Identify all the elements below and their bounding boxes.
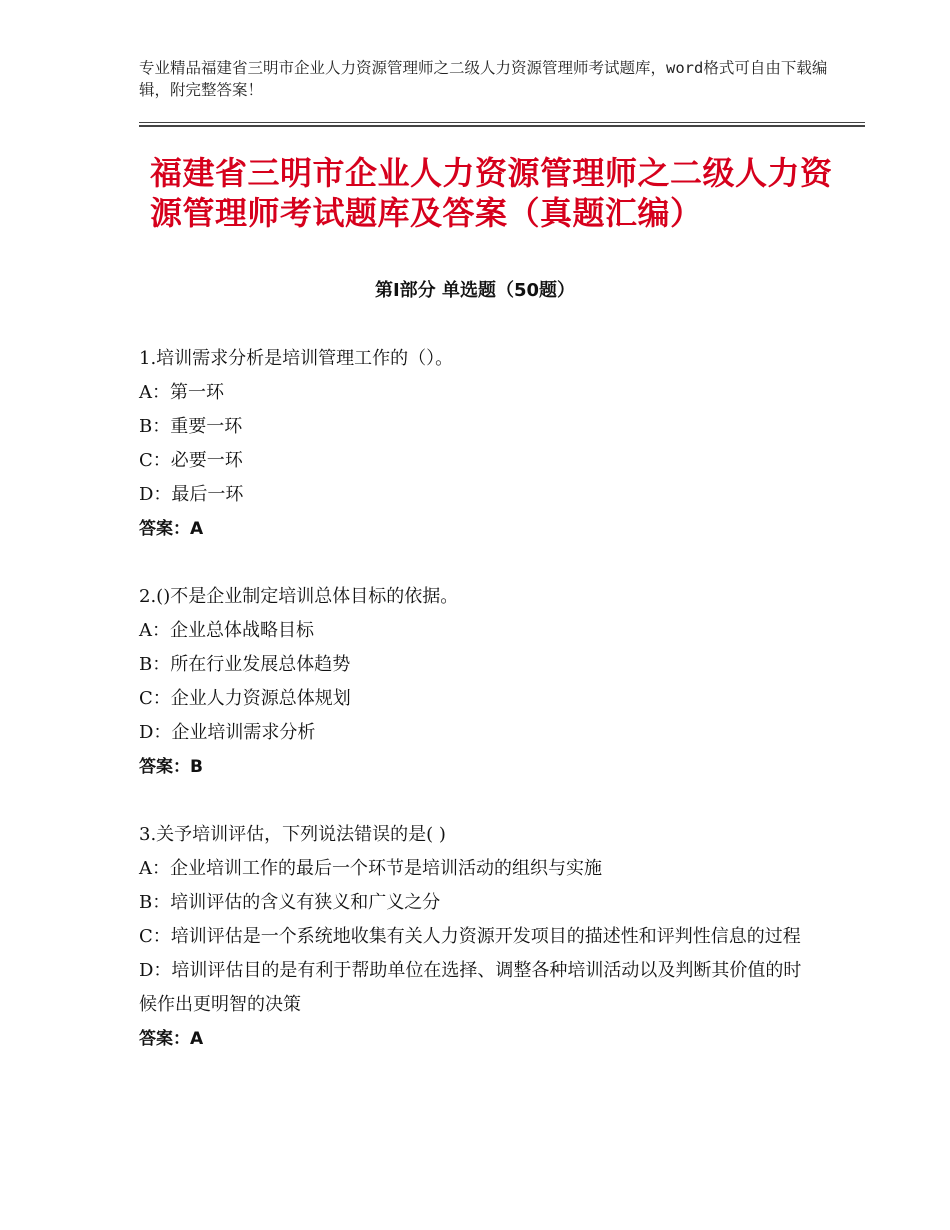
option-a: A：第一环 [139,382,224,403]
question-list [139,342,809,1090]
question-3 [139,818,809,1056]
option-b: B：所在行业发展总体趋势 [139,654,351,675]
question-stem: 2.()不是企业制定培训总体目标的依据。 [139,586,459,607]
option-b: B：重要一环 [139,416,243,437]
option-c: C：企业人力资源总体规划 [139,688,351,709]
answer: 答案：A [139,1029,204,1049]
question-1 [139,342,809,546]
document-title: 福建省三明市企业人力资源管理师之二级人力资源管理师考试题库及答案（真题汇编） [150,154,833,232]
header-rule-thick [139,125,865,127]
option-d: D：企业培训需求分析 [139,722,316,743]
option-c: C：必要一环 [139,450,243,471]
question-stem: 3.关予培训评估，下列说法错误的是( ) [139,824,446,845]
header-note: 专业精品福建省三明市企业人力资源管理师之二级人力资源管理师考试题库，word格式可自由下载编辑，附完整答案！ [139,59,828,99]
option-d: D：培训评估目的是有利于帮助单位在选择、调整各种培训活动以及判断其价值的时候作出更明智的决策 [139,960,802,1015]
option-d: D：最后一环 [139,484,244,505]
option-b: B：培训评估的含义有狭义和广义之分 [139,892,441,913]
option-a: A：企业总体战略目标 [139,620,314,641]
answer: 答案：B [139,757,203,777]
question-stem: 1.培训需求分析是培训管理工作的（）。 [139,348,454,369]
option-a: A：企业培训工作的最后一个环节是培训活动的组织与实施 [139,858,602,879]
answer: 答案：A [139,519,204,539]
option-c: C：培训评估是一个系统地收集有关人力资源开发项目的描述性和评判性信息的过程 [139,926,801,947]
header-rule-thin [139,122,865,123]
question-2 [139,580,809,784]
section-heading: 第Ⅰ部分 单选题（50题） [374,280,575,301]
